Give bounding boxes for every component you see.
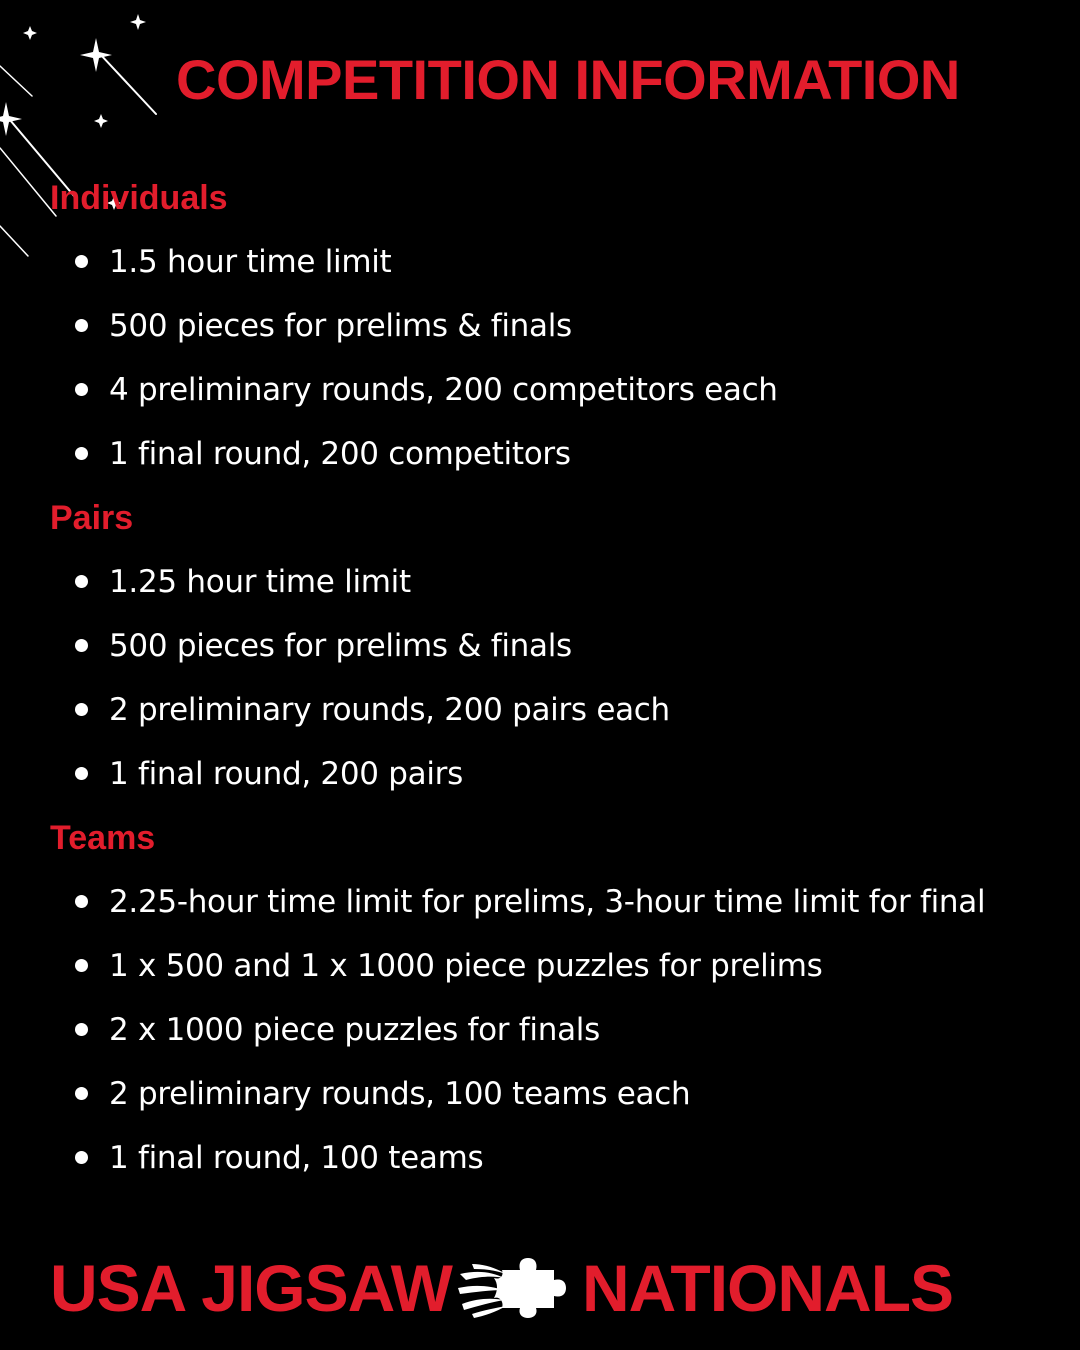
- list-item: [50, 230, 1060, 294]
- list-item-text: 1.25 hour time limit: [109, 564, 411, 600]
- shooting-star-trail: [100, 54, 156, 114]
- list-item-text: 1 final round, 200 pairs: [109, 756, 463, 792]
- list-item: [50, 294, 1060, 358]
- bullet-icon: [75, 1151, 88, 1164]
- list-item: [50, 550, 1060, 614]
- sparkle-star-icon: [23, 26, 37, 40]
- shooting-star-trail: [0, 66, 32, 96]
- list-item: [50, 742, 1060, 806]
- section-individuals: [50, 166, 1060, 486]
- list-item-text: 4 preliminary rounds, 200 competitors each: [109, 372, 778, 408]
- sparkle-star-icon: [130, 14, 146, 30]
- sparkle-star-icon: [94, 114, 108, 128]
- list-item-text: 500 pieces for prelims & finals: [109, 628, 572, 664]
- section-heading: Pairs: [50, 499, 134, 537]
- list-item-text: 500 pieces for prelims & finals: [109, 308, 572, 344]
- bullet-icon: [75, 383, 88, 396]
- bullet-icon: [75, 319, 88, 332]
- brand-footer: [50, 1252, 1040, 1324]
- section-teams: [50, 806, 1060, 1190]
- sparkle-star-icon: [80, 38, 112, 72]
- bullet-list: [50, 550, 1060, 806]
- list-item: [50, 934, 1060, 998]
- bullet-icon: [75, 447, 88, 460]
- bullet-icon: [75, 703, 88, 716]
- bullet-icon: [75, 767, 88, 780]
- list-item-text: 1.5 hour time limit: [109, 244, 392, 280]
- brand-name-left: USA JIGSAW: [50, 1251, 452, 1325]
- bullet-icon: [75, 1023, 88, 1036]
- page-title: COMPETITION INFORMATION: [176, 48, 960, 111]
- list-item: [50, 1126, 1060, 1190]
- list-item: [50, 870, 1060, 934]
- brand-name-right: NATIONALS: [581, 1251, 954, 1325]
- bullet-list: [50, 870, 1060, 1190]
- list-item-text: 1 x 500 and 1 x 1000 piece puzzles for prelims: [109, 948, 823, 984]
- section-pairs: [50, 486, 1060, 806]
- list-item-text: 1 final round, 100 teams: [109, 1140, 484, 1176]
- list-item: [50, 1062, 1060, 1126]
- section-heading: Individuals: [50, 179, 228, 217]
- bullet-icon: [75, 255, 88, 268]
- list-item: [50, 678, 1060, 742]
- bullet-icon: [75, 575, 88, 588]
- section-heading: Teams: [50, 819, 156, 857]
- bullet-list: [50, 230, 1060, 486]
- list-item-text: 1 final round, 200 competitors: [109, 436, 571, 472]
- shooting-star-trail: [0, 148, 56, 216]
- list-item: [50, 614, 1060, 678]
- list-item-text: 2 x 1000 piece puzzles for finals: [109, 1012, 600, 1048]
- shooting-star-trail: [0, 226, 28, 256]
- bullet-icon: [75, 639, 88, 652]
- bullet-icon: [75, 895, 88, 908]
- bullet-icon: [75, 1087, 88, 1100]
- bullet-icon: [75, 959, 88, 972]
- flaming-puzzle-piece-icon: [458, 1256, 576, 1320]
- list-item: [50, 998, 1060, 1062]
- competition-sections: [50, 166, 1060, 1190]
- list-item-text: 2.25-hour time limit for prelims, 3-hour time limit for final: [109, 884, 986, 920]
- list-item: [50, 422, 1060, 486]
- list-item-text: 2 preliminary rounds, 100 teams each: [109, 1076, 691, 1112]
- list-item: [50, 358, 1060, 422]
- list-item-text: 2 preliminary rounds, 200 pairs each: [109, 692, 670, 728]
